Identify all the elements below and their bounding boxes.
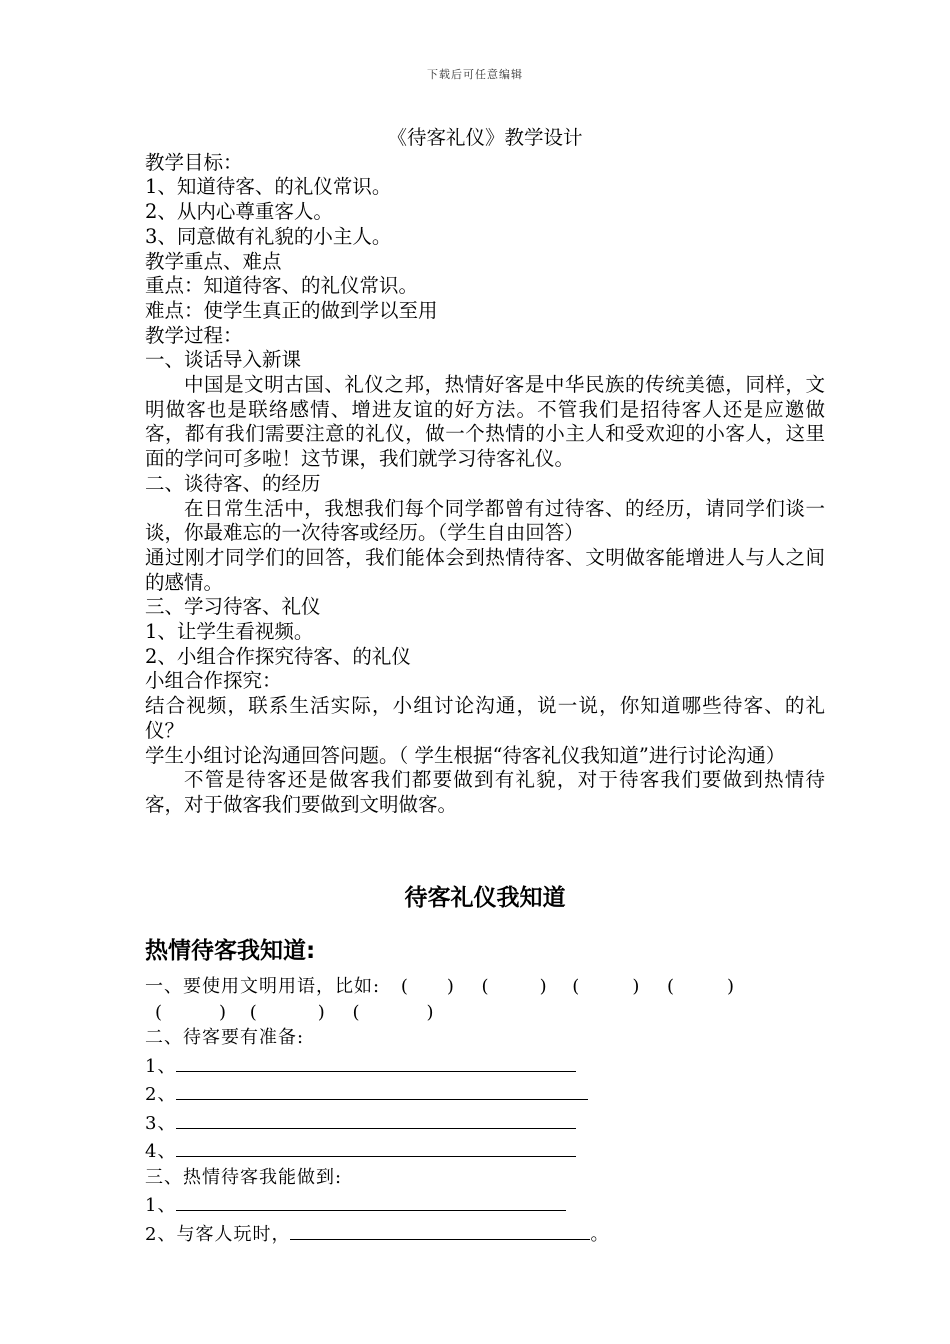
q1-label: 一、要使用文明用语，比如:	[145, 976, 381, 997]
summary-paragraph: 不管是待客还是做客我们都要做到有礼貌，对于待客我们要做到热情待客，对于做客我们要做到文明做客。	[145, 768, 825, 816]
answer-paren[interactable]: ( )	[400, 976, 455, 997]
answer-paren[interactable]: ( )	[572, 976, 641, 997]
q1-row	[145, 974, 825, 1000]
section-3-heading: 三、学习待客、礼仪	[145, 595, 321, 619]
answer-paren[interactable]: ( )	[481, 976, 548, 997]
answer-paren[interactable]: ( )	[155, 1001, 228, 1023]
section-3-item: 2、小组合作探究待客、的礼仪	[145, 644, 411, 668]
goal-item: 1、知道待客、的礼仪常识。	[145, 175, 392, 199]
answer-blank[interactable]	[176, 1190, 566, 1211]
section-1-paragraph: 中国是文明古国、礼仪之邦，热情好客是中华民族的传统美德，同样，文明做客也是联络感情、增进友谊的好方法。不管我们是招待客人还是应邀做客，都有我们需要注意的礼仪，做一个热情的小主人和受欢迎的小客人，这里面的学问可多啦！这节课，我们就学习待客礼仪。	[145, 373, 825, 471]
worksheet-subtitle: 热情待客我知道:	[145, 938, 316, 964]
section-2-paragraph-2: 通过刚才同学们的回答，我们能体会到热情待客、文明做客能增进人与人之间的感情。	[145, 545, 825, 594]
header-note: 下载后可任意编辑	[427, 68, 523, 81]
answer-blank[interactable]	[176, 1108, 576, 1129]
section-1-heading: 一、谈话导入新课	[145, 348, 302, 372]
answer-blank[interactable]	[176, 1079, 588, 1100]
worksheet-questions	[145, 974, 825, 1247]
key-point: 重点：知道待客、的礼仪常识。	[145, 274, 419, 298]
answer-blank[interactable]	[290, 1219, 590, 1240]
answer-blank[interactable]	[176, 1051, 576, 1072]
q2-item: 1、	[145, 1051, 825, 1080]
lesson-plan	[145, 126, 825, 818]
key-heading: 教学重点、难点	[145, 249, 282, 273]
section-3-item: 1、让学生看视频。	[145, 620, 314, 644]
q2-item: 2、	[145, 1079, 825, 1108]
q1-row-2	[145, 1000, 825, 1026]
q2-label: 二、待客要有准备:	[145, 1027, 305, 1048]
worksheet-title: 待客礼仪我知道	[404, 885, 566, 911]
q2-item: 4、	[145, 1136, 825, 1165]
group-heading: 小组合作探究：	[145, 669, 282, 693]
q3-end-mark: 。	[590, 1223, 610, 1245]
goals-heading: 教学目标：	[145, 150, 243, 174]
answer-paren[interactable]: ( )	[249, 1001, 326, 1023]
section-2-paragraph: 在日常生活中，我想我们每个同学都曾有过待客、的经历，请同学们谈一谈，你最难忘的一次待客或经历。（学生自由回答）	[145, 496, 825, 545]
goal-item: 2、从内心尊重客人。	[145, 200, 333, 224]
group-paragraph: 结合视频，联系生活实际，小组讨论沟通，说一说，你知道哪些待客、的礼仪？	[145, 694, 825, 742]
q2-item: 3、	[145, 1108, 825, 1137]
q3-item: 2、与客人玩时， 。	[145, 1219, 825, 1248]
goal-item: 3、同意做有礼貌的小主人。	[145, 224, 392, 248]
section-2-heading: 二、谈待客、的经历	[145, 471, 321, 495]
worksheet	[145, 880, 825, 1247]
answer-blank[interactable]	[176, 1136, 576, 1157]
answer-paren[interactable]: ( )	[667, 976, 736, 997]
difficult-point: 难点：使学生真正的做到学以至用	[145, 298, 438, 322]
q3-label: 三、热情待客我能做到:	[145, 1166, 343, 1188]
process-heading: 教学过程：	[145, 323, 243, 347]
q3-item: 1、	[145, 1190, 825, 1219]
group-paragraph-2: 学生小组讨论沟通回答问题。（ 学生根据“待客礼仪我知道”进行讨论沟通）	[145, 743, 786, 767]
doc-title: 《待客礼仪》教学设计	[387, 126, 583, 149]
answer-paren[interactable]: ( )	[352, 1001, 435, 1023]
